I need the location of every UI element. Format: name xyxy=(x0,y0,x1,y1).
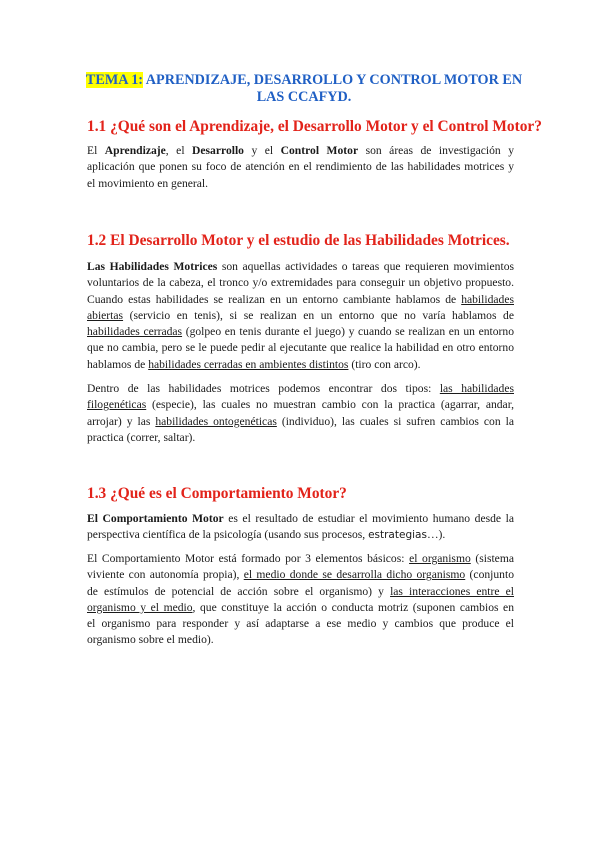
text-line: viviente con autonomía propia), el medio donde se desarrolla dicho organismo (conjunto xyxy=(87,568,514,582)
text-line: el movimiento en general. xyxy=(87,176,209,190)
text-line: filogenéticas (especie), las cuales no muestran cambio con la practica (agarrar, andar, xyxy=(87,398,514,412)
section-1-3-paragraph-2 xyxy=(87,551,514,649)
section-1-2-heading: 1.2 El Desarrollo Motor y el estudio de las Habilidades Motrices. xyxy=(87,232,510,249)
text-line: organismo y el medio, que constituye la acción o conducta motriz (suponen cambios en xyxy=(87,600,514,614)
text-line: Dentro de las habilidades motrices podemos encontrar dos tipos: las habilidades xyxy=(87,382,514,395)
title-highlight: TEMA 1: xyxy=(85,72,144,88)
text-line: voluntarios de la cabeza, el tronco y/o extremidades para conseguir un objetivo propuesto. xyxy=(87,276,514,290)
section-1-1-paragraph xyxy=(87,143,514,192)
text-line: El Comportamiento Motor está formado por 3 elementos básicos: el organismo (sistema xyxy=(87,552,514,565)
page-title xyxy=(80,72,528,106)
title-text-line1: APRENDIZAJE, DESARROLLO Y CONTROL MOTOR EN xyxy=(143,72,523,88)
title-text-line2: LAS CCAFYD. xyxy=(256,89,352,105)
text-line: perspectiva científica de la psicología (usando sus procesos, estrategias…). xyxy=(87,528,446,542)
text-line: practica (correr, saltar). xyxy=(87,430,196,444)
section-1-1-heading: 1.1 ¿Qué son el Aprendizaje, el Desarrollo Motor y el Control Motor? xyxy=(87,118,542,135)
section-1-2-paragraph-2 xyxy=(87,381,514,446)
text-line: abiertas (servicio en tenis), si se realizan en un entorno que no varía hablamos de xyxy=(87,308,514,322)
text-line: arrojar) y las habilidades ontogenéticas (individuo), las cuales si sufren cambios con la xyxy=(87,414,514,428)
section-1-3-heading: 1.3 ¿Qué es el Comportamiento Motor? xyxy=(87,485,347,502)
text-line: El Comportamiento Motor es el resultado de estudiar el movimiento humano desde la xyxy=(87,512,514,525)
text-line: hablamos de habilidades cerradas en ambientes distintos (tiro con arco). xyxy=(87,357,421,371)
text-line: organismo sobre el medio). xyxy=(87,633,214,647)
text-line: de estímulos de potencial de acción sobre el organismo) y las interacciones entre el xyxy=(87,584,514,598)
section-1-3-paragraph-1 xyxy=(87,511,514,544)
text-line: aplicación que ponen su foco de atención en el rendimiento de las habilidades motrices y xyxy=(87,160,514,174)
text-line: Cuando estas habilidades se realizan en un entorno cambiante hablamos de habilidades xyxy=(87,292,514,306)
text-line: Las Habilidades Motrices son aquellas actividades o tareas que requieren movimientos xyxy=(87,260,514,273)
section-1-2-paragraph-1 xyxy=(87,259,514,373)
text-line: habilidades cerradas (golpeo en tenis durante el juego) y cuando se realizan en un entorno xyxy=(87,325,514,339)
text-line: que no cambia, pero se le puede pedir al ejecutante que realice la habilidad en otro entorno xyxy=(87,341,514,355)
text-line: El Aprendizaje, el Desarrollo y el Control Motor son áreas de investigación y xyxy=(87,144,514,157)
text-line: el organismo para responder y así adaptarse a ese medio y cambios que produce el xyxy=(87,617,514,631)
